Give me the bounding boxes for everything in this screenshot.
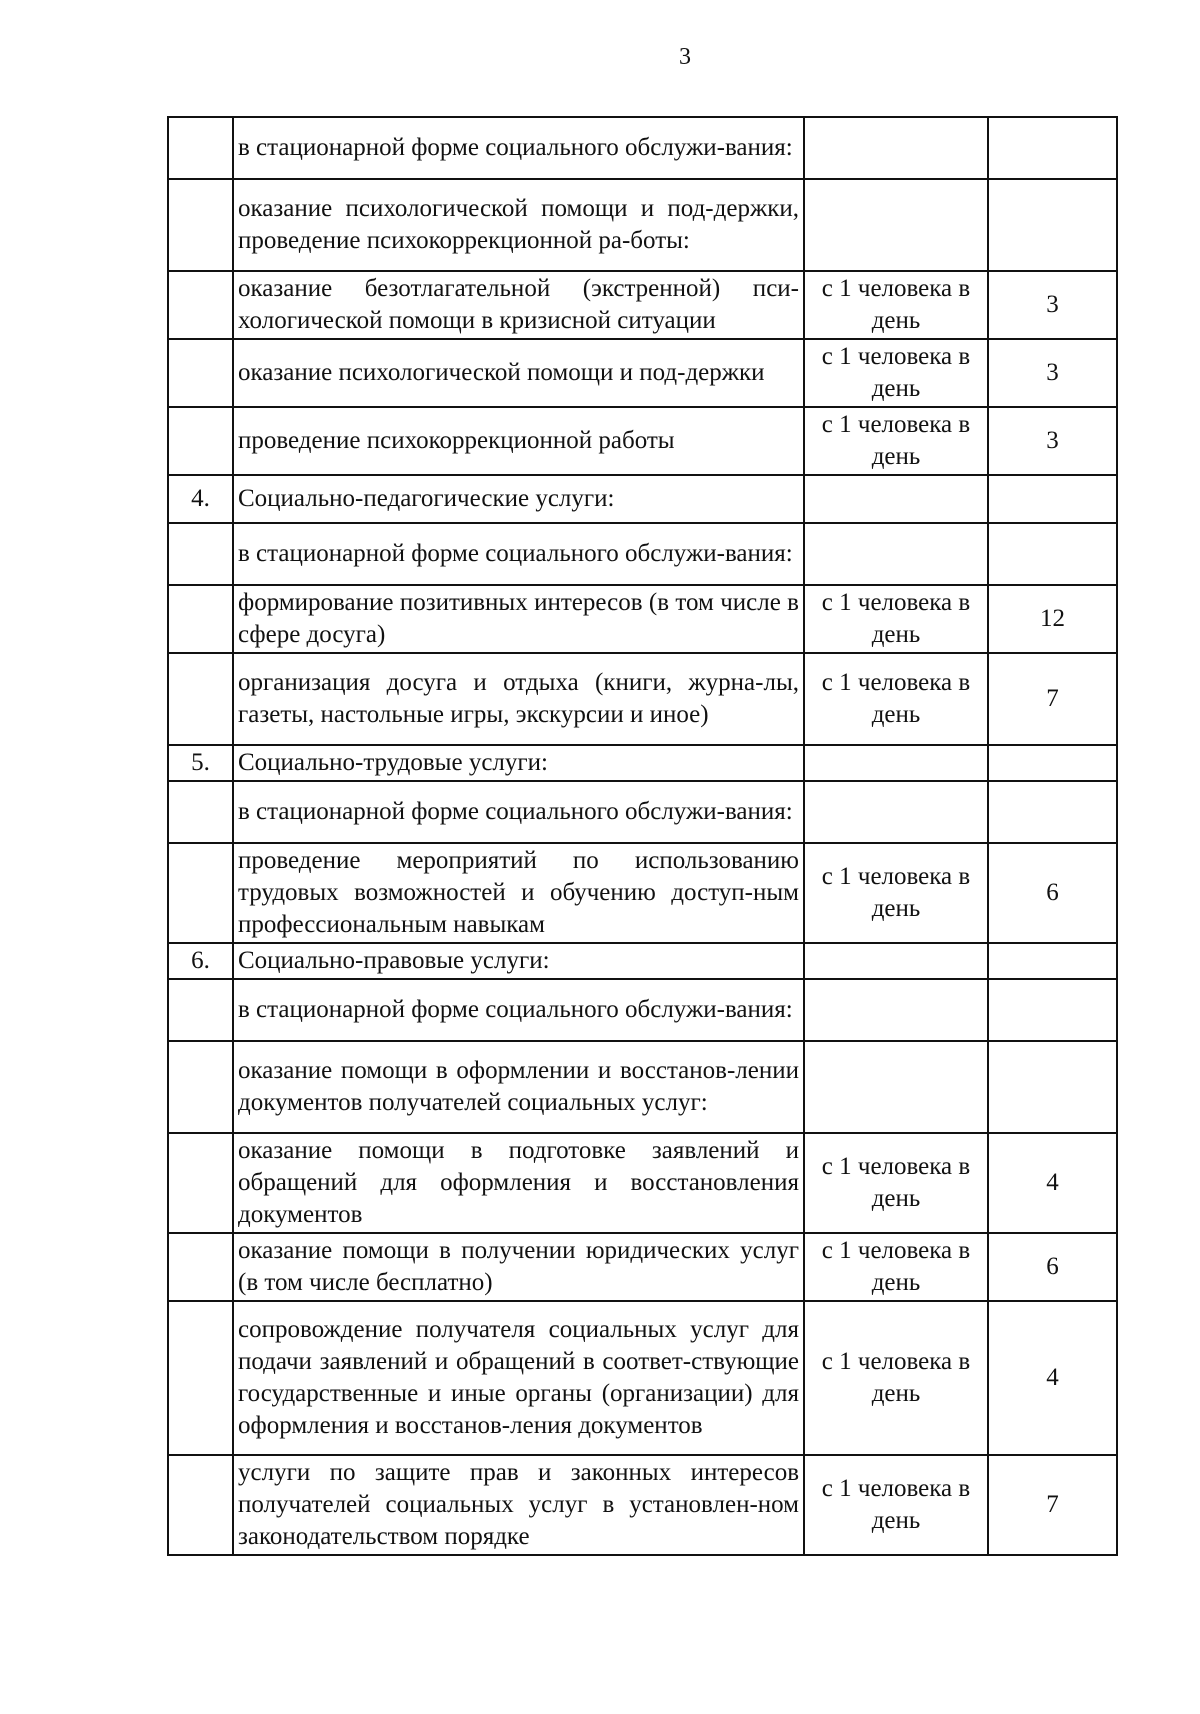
row-number (168, 979, 233, 1041)
unit-of-measure: с 1 человека в день (804, 1133, 988, 1233)
norm-value (988, 781, 1117, 843)
table-row (168, 781, 1117, 843)
service-name: в стационарной форме социального обслужи-вания: (233, 781, 804, 843)
table-row (168, 271, 1117, 339)
norm-value: 6 (988, 1233, 1117, 1301)
unit-of-measure (804, 1041, 988, 1133)
table-row (168, 1041, 1117, 1133)
services-table (167, 116, 1118, 1556)
row-number (168, 117, 233, 179)
unit-of-measure (804, 523, 988, 585)
row-number: 6. (168, 943, 233, 979)
service-name: оказание психологической помощи и под-держки (233, 339, 804, 407)
row-number (168, 1301, 233, 1455)
table-row (168, 117, 1117, 179)
service-name: в стационарной форме социального обслужи-вания: (233, 523, 804, 585)
row-number (168, 339, 233, 407)
service-name: услуги по защите прав и законных интересов получателей социальных услуг в установлен-ном законодательством порядке (233, 1455, 804, 1555)
row-number (168, 1041, 233, 1133)
service-name: проведение мероприятий по использованию трудовых возможностей и обучению доступ-ным профессиональным навыкам (233, 843, 804, 943)
table-row (168, 653, 1117, 745)
table-row (168, 979, 1117, 1041)
row-number (168, 271, 233, 339)
unit-of-measure: с 1 человека в день (804, 271, 988, 339)
service-name: Социально-трудовые услуги: (233, 745, 804, 781)
row-number (168, 1455, 233, 1555)
row-number (168, 1233, 233, 1301)
table-row (168, 179, 1117, 271)
table-row (168, 1455, 1117, 1555)
row-number (168, 407, 233, 475)
service-name: проведение психокоррекционной работы (233, 407, 804, 475)
service-name: в стационарной форме социального обслужи-вания: (233, 117, 804, 179)
norm-value (988, 979, 1117, 1041)
row-number (168, 1133, 233, 1233)
table-row (168, 843, 1117, 943)
table-row (168, 475, 1117, 523)
table-row (168, 1233, 1117, 1301)
row-number (168, 179, 233, 271)
service-name: оказание помощи в подготовке заявлений и обращений для оформления и восстановления документов (233, 1133, 804, 1233)
norm-value (988, 117, 1117, 179)
service-name: Социально-правовые услуги: (233, 943, 804, 979)
service-name: оказание психологической помощи и под-держки, проведение психокоррекционной ра-боты: (233, 179, 804, 271)
norm-value (988, 475, 1117, 523)
unit-of-measure: с 1 человека в день (804, 653, 988, 745)
norm-value: 7 (988, 1455, 1117, 1555)
unit-of-measure: с 1 человека в день (804, 1455, 988, 1555)
table-row (168, 745, 1117, 781)
norm-value: 7 (988, 653, 1117, 745)
norm-value (988, 745, 1117, 781)
unit-of-measure (804, 117, 988, 179)
unit-of-measure: с 1 человека в день (804, 1301, 988, 1455)
unit-of-measure: с 1 человека в день (804, 585, 988, 653)
unit-of-measure: с 1 человека в день (804, 339, 988, 407)
unit-of-measure: с 1 человека в день (804, 843, 988, 943)
service-name: в стационарной форме социального обслужи-вания: (233, 979, 804, 1041)
service-name: организация досуга и отдыха (книги, журна-лы, газеты, настольные игры, экскурсии и иное) (233, 653, 804, 745)
table-row (168, 339, 1117, 407)
row-number (168, 843, 233, 943)
table-row (168, 585, 1117, 653)
unit-of-measure (804, 781, 988, 843)
service-name: оказание помощи в оформлении и восстанов-лении документов получателей социальных услуг: (233, 1041, 804, 1133)
service-name: оказание безотлагательной (экстренной) пси-хологической помощи в кризисной ситуации (233, 271, 804, 339)
row-number (168, 585, 233, 653)
unit-of-measure: с 1 человека в день (804, 1233, 988, 1301)
norm-value: 4 (988, 1301, 1117, 1455)
norm-value (988, 179, 1117, 271)
services-table-body (168, 117, 1117, 1555)
row-number (168, 523, 233, 585)
norm-value (988, 1041, 1117, 1133)
table-row (168, 523, 1117, 585)
unit-of-measure (804, 979, 988, 1041)
norm-value (988, 943, 1117, 979)
norm-value: 4 (988, 1133, 1117, 1233)
norm-value: 3 (988, 407, 1117, 475)
row-number: 4. (168, 475, 233, 523)
service-name: формирование позитивных интересов (в том числе в сфере досуга) (233, 585, 804, 653)
norm-value: 6 (988, 843, 1117, 943)
unit-of-measure: с 1 человека в день (804, 407, 988, 475)
service-name: оказание помощи в получении юридических услуг (в том числе бесплатно) (233, 1233, 804, 1301)
table-row (168, 1133, 1117, 1233)
row-number: 5. (168, 745, 233, 781)
norm-value (988, 523, 1117, 585)
row-number (168, 781, 233, 843)
table-row (168, 1301, 1117, 1455)
table-row (168, 943, 1117, 979)
norm-value: 3 (988, 339, 1117, 407)
unit-of-measure (804, 179, 988, 271)
unit-of-measure (804, 475, 988, 523)
norm-value: 12 (988, 585, 1117, 653)
page-number: 3 (679, 44, 691, 70)
table-row (168, 407, 1117, 475)
unit-of-measure (804, 943, 988, 979)
unit-of-measure (804, 745, 988, 781)
service-name: Социально-педагогические услуги: (233, 475, 804, 523)
row-number (168, 653, 233, 745)
service-name: сопровождение получателя социальных услуг для подачи заявлений и обращений в соответ-ствующие государственные и иные органы (организации) для оформления и восстанов-ления документов (233, 1301, 804, 1455)
norm-value: 3 (988, 271, 1117, 339)
